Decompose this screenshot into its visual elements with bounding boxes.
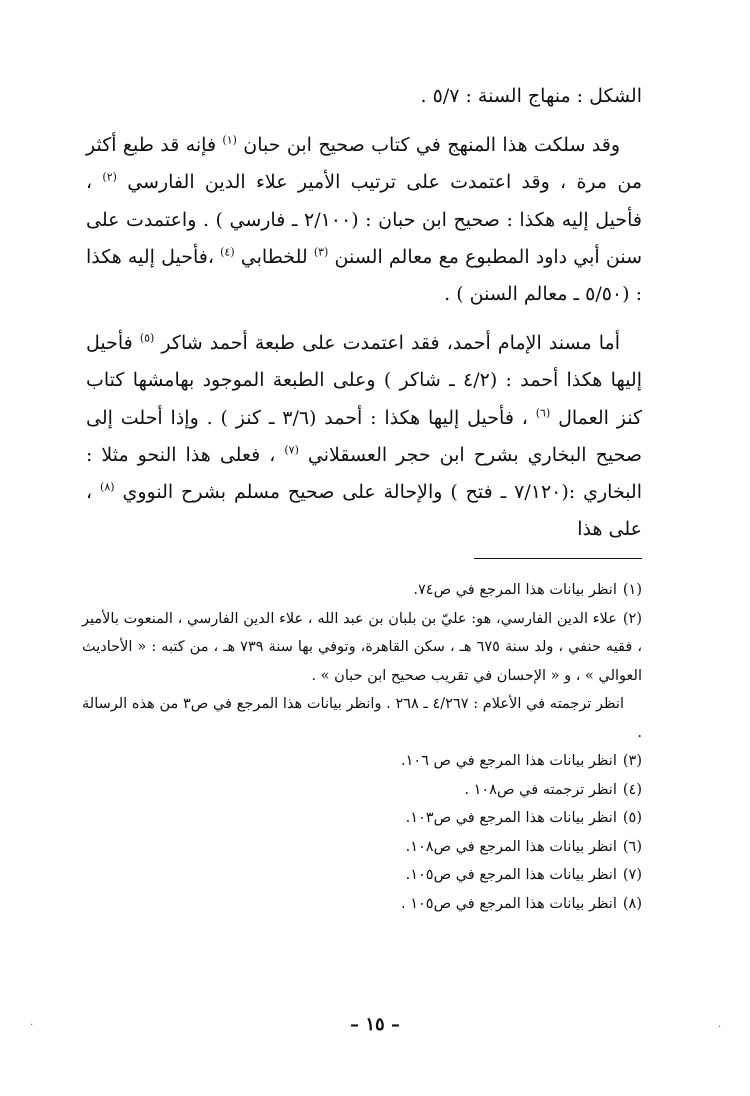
footnote-text: انظر بيانات هذا المرجع في ص١٠٥. — [405, 867, 617, 883]
text-span: ، فعلى هذا النحو مثلا : البخاري :(٧/١٢٠ ـ فتح ) والإحالة على صحيح مسلم بشرح النووي — [86, 443, 643, 504]
footnote-ref-8: (٨) — [100, 480, 115, 494]
footnote-1 — [82, 576, 642, 605]
footnote-5 — [82, 804, 642, 833]
footnote-6 — [82, 833, 642, 862]
footnote-ref-7: (٧) — [284, 443, 299, 457]
footnote-number: (٤) — [622, 781, 642, 798]
scan-speck: · — [30, 1020, 34, 1031]
footnote-divider — [474, 558, 642, 559]
footnote-number: (١) — [622, 582, 642, 598]
footnote-number: (٣) — [622, 753, 642, 769]
text-span: ، فأحيل إليها هكذا : أحمد (٣/٦ ـ كنز ) . وإذا أحلت إلى صحيح البخاري بشرح ابن حجر العسقلاني — [86, 406, 642, 466]
footnote-number: (٦) — [622, 838, 642, 855]
footnote-ref-2: (٢) — [102, 171, 117, 185]
footnote-text: انظر بيانات هذا المرجع في ص١٠٨. — [405, 838, 617, 855]
footnote-number: (٥) — [622, 810, 642, 826]
main-text — [86, 78, 642, 548]
footnote-text: انظر بيانات هذا المرجع في ص ١٠٦. — [400, 753, 617, 769]
text-span: فأحيل إليها هكذا أحمد : (٤/٢ ـ شاكر ) وعلى الطبعة الموجود بهامشها كتاب كنز العمال — [86, 332, 642, 429]
page-number: – ١٥ – — [350, 1014, 400, 1035]
footnote-number: (٢) — [622, 610, 642, 627]
text-span: ، فأحيل إليه هكذا : صحيح ابن حبان : (٢/١٠٠ ـ فارسي ) . واعتمدت على سنن أبي داود المطبوع مع معالم السنن — [86, 171, 642, 268]
footnote-4 — [82, 776, 642, 805]
footnote-ref-6: (٦) — [535, 406, 551, 420]
opening-line: الشكل : منهاج السنة : ٥/٧ . — [420, 85, 642, 107]
footnote-ref-4: (٤) — [220, 245, 235, 259]
paragraph-musnad-ahmad — [86, 325, 642, 548]
footnote-ref-3: (٣) — [313, 245, 329, 259]
footnote-2 — [82, 605, 642, 691]
paragraph-ibn-hibban — [86, 127, 642, 313]
footnote-ref-1: (١) — [222, 133, 237, 147]
footnote-text: انظر بيانات هذا المرجع في ص١٠٥ . — [400, 895, 617, 912]
footnote-ref-5: (٥) — [139, 331, 155, 345]
footnote-number: (٨) — [622, 895, 642, 912]
text-span: ،فأحيل إليه هكذا : (٥/٥٠ ـ معالم السنن ) . — [86, 245, 642, 306]
footnote-2-continuation: انظر ترجمته في الأعلام : ٤/٢٦٧ ـ ٢٦٨ . وانظر بيانات هذا المرجع في ص٣ من هذه الرسالة . — [82, 696, 642, 741]
footnote-text: انظر بيانات هذا المرجع في ص١٠٣. — [405, 810, 617, 826]
text-span: فإنه قد طبع أكثر من مرة ، وقد اعتمدت على ترتيب الأمير علاء الدين الفارسي — [86, 134, 642, 194]
scan-speck: · — [718, 1022, 722, 1033]
footnote-3 — [82, 747, 642, 776]
footnote-text: انظر بيانات هذا المرجع في ص٧٤. — [413, 582, 617, 598]
text-span: أما مسند الإمام أحمد، فقد اعتمدت على طبعة أحمد شاكر — [154, 332, 620, 355]
footnotes-section — [82, 576, 642, 918]
footnote-7 — [82, 861, 642, 890]
footnote-8 — [82, 890, 642, 919]
footnote-text: انظر ترجمته في ص١٠٨ . — [464, 781, 617, 798]
text-span: وقد سلكت هذا المنهج في كتاب صحيح ابن حبان — [236, 134, 621, 157]
text-span: للخطابي — [234, 245, 314, 268]
text-span: ، على هذا — [86, 481, 642, 541]
footnote-text: علاء الدين الفارسي، هو: عليّ بن بلبان بن عبد الله ، علاء الدين الفارسي ، المنعوت بالأمير ، فقيه حنفي ، ولد سنة ٦٧٥ هـ ، سكن القاهرة، وتوفي بها سنة ٧٣٩ هـ ، من كتبه : « الأحاديث العوالي » ، و « الإحسان في تقريب صحيح ابن حبان » . — [82, 610, 642, 684]
footnote-number: (٧) — [622, 867, 642, 883]
